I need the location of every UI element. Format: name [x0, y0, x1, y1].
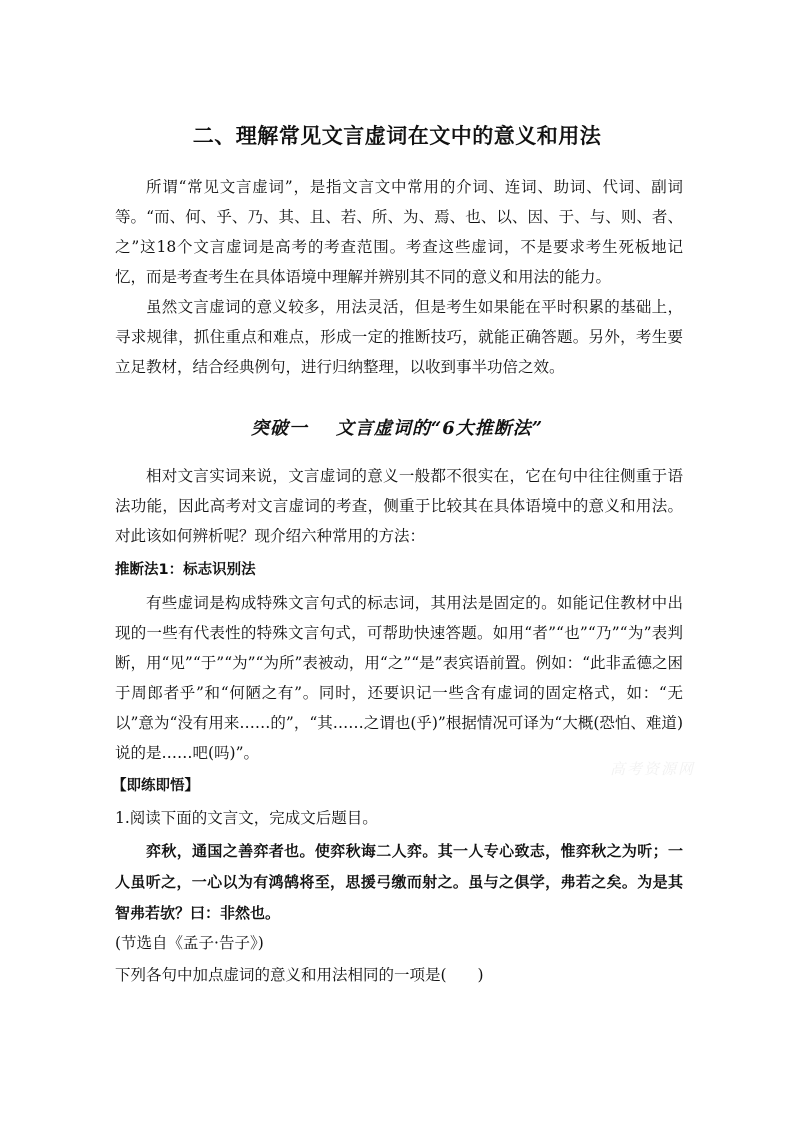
section-title: 文言虚词的“6大推断法” — [335, 418, 544, 439]
method-1-heading: 推断法1：标志识别法 — [115, 562, 256, 578]
body-paragraph-2: 有些虚词是构成特殊文言句式的标志词，其用法是固定的。如能记住教材中出现的一些有代表性的特殊文言句式，可帮助快速答题。如用“者”“也”“乃”“为”表判断，用“见”“于”“为”“为所”表被动，用“之”“是”表宾语前置。例如：“此非孟德之困于周郎者乎”和“何陋之有”。同时，还要识记一些含有虚词的固定格式，如：“无以”意为“没有用来……的”，“其……之谓也(乎)”根据情况可译为“大概(恐怕、难道)说的是……吧(吗)”。 — [115, 594, 684, 762]
practice-label: 【即练即悟】 — [112, 778, 199, 794]
body-paragraph-1: 相对文言实词来说，文言虚词的意义一般都不很实在，它在句中往往侧重于语法功能，因此高考对文言虚词的考查，侧重于比较其在具体语境中的意义和用法。对此该如何辨析呢？现介绍六种常用的方法： — [115, 467, 683, 545]
question-1-prompt: 1.阅读下面的文言文，完成文后题目。 — [115, 809, 378, 827]
section-label: 突破一 — [250, 418, 308, 439]
question-stem: 下列各句中加点虚词的意义和用法相同的一项是( ) — [115, 966, 484, 984]
section-heading — [0, 414, 794, 440]
watermark: 高考资源网 — [610, 760, 696, 778]
classical-passage: 弈秋，通国之善弈者也。使弈秋诲二人弈。其一人专心致志，惟弈秋之为听；一人虽听之，一心以为有鸿鹄将至，思援弓缴而射之。虽与之俱学，弗若之矣。为是其智弗若欤？曰：非然也。 — [115, 842, 683, 922]
intro-paragraph-1: 所谓“常见文言虚词”，是指文言文中常用的介词、连词、助词、代词、副词等。“而、何、乎、乃、其、且、若、所、为、焉、也、以、因、于、与、则、者、之”这18个文言虚词是高考的考查范围。考查这些虚词，不是要求考生死板地记忆，而是考查考生在具体语境中理解并辨别其不同的意义和用法的能力。 — [115, 178, 683, 286]
page-title: 二、理解常见文言虚词在文中的意义和用法 — [192, 124, 602, 148]
passage-source: (节选自《孟子·告子》) — [115, 934, 264, 952]
intro-paragraph-2: 虽然文言虚词的意义较多，用法灵活，但是考生如果能在平时积累的基础上，寻求规律，抓住重点和难点，形成一定的推断技巧，就能正确答题。另外，考生要立足教材，结合经典例句，进行归纳整理，以收到事半功倍之效。 — [115, 298, 683, 376]
